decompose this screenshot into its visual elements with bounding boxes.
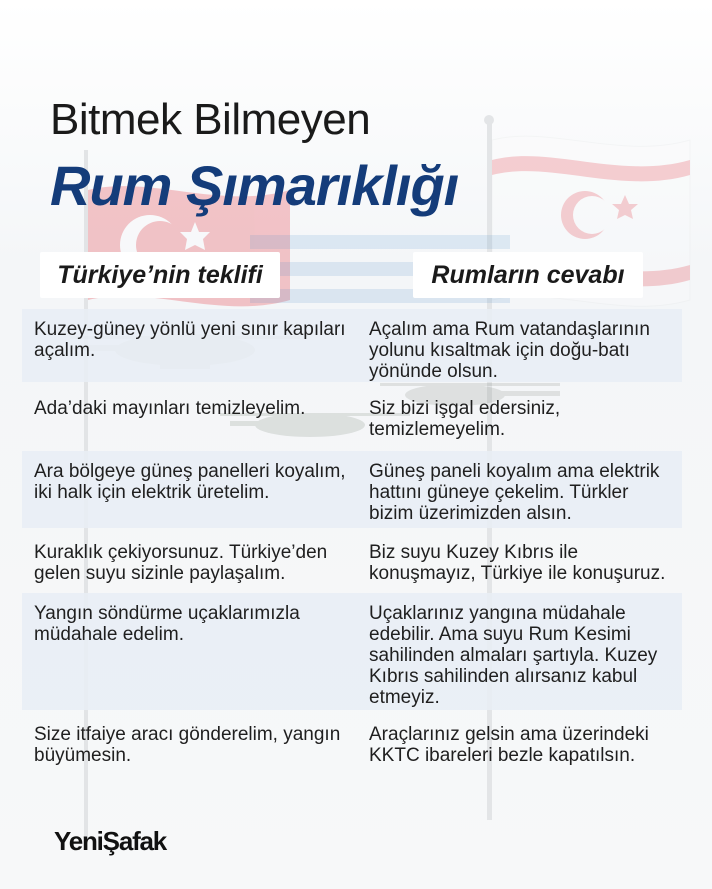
header-greek-response: Rumların cevabı [413, 252, 643, 298]
table-row [22, 532, 682, 588]
table-row [22, 309, 682, 382]
title-line-1: Bitmek Bilmeyen [50, 95, 371, 144]
response-cell: Biz suyu Kuzey Kıbrıs ile konuşmayız, Türkiye ile konuşuruz. [369, 542, 666, 584]
table-row [22, 714, 682, 774]
response-cell: Uçaklarınız yangına müdahale edebilir. Ama suyu Rum Kesimi sahilinden almaları şartıyla. Kuzey Kıbrıs sahilinden alırsanız kabul etmeyiz. [369, 603, 658, 708]
table-row [22, 388, 682, 446]
response-cell: Güneş paneli koyalım ama elektrik hattını güneye çekelim. Türkler bizim üzerimizden alsın. [369, 461, 660, 524]
response-cell: Açalım ama Rum vatandaşlarının yolunu kısaltmak için doğu-batı yönünde olsun. [369, 319, 650, 382]
proposal-cell: Kuraklık çekiyorsunuz. Türkiye’den gelen suyu sizinle paylaşalım. [34, 542, 328, 584]
proposal-cell: Kuzey-güney yönlü yeni sınır kapıları açalım. [34, 319, 346, 361]
header-turkey-proposal: Türkiye’nin teklifi [40, 252, 280, 298]
title-line-2: Rum Şımarıklığı [50, 154, 459, 217]
response-cell: Siz bizi işgal edersiniz, temizlemeyelim. [369, 398, 561, 440]
proposal-cell: Ada’daki mayınları temizleyelim. [34, 398, 306, 419]
proposal-cell: Size itfaiye aracı gönderelim, yangın büyümesin. [34, 724, 341, 766]
proposal-cell: Ara bölgeye güneş panelleri koyalım, iki halk için elektrik üretelim. [34, 461, 346, 503]
proposal-cell: Yangın söndürme uçaklarımızla müdahale edelim. [34, 603, 300, 645]
table-row [22, 593, 682, 710]
response-cell: Araçlarınız gelsin ama üzerindeki KKTC ibareleri bezle kapatılsın. [369, 724, 649, 766]
table-row [22, 451, 682, 528]
yeni-safak-logo: YeniŞafak [54, 826, 167, 856]
